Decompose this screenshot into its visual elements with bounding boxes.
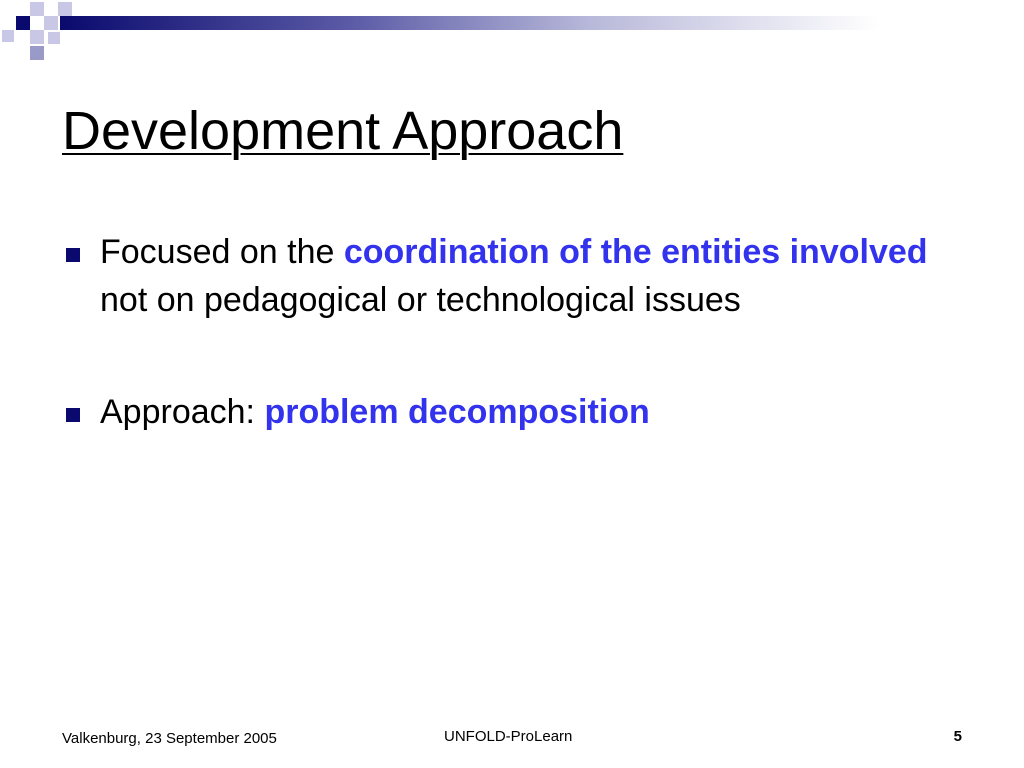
bullet-text: Approach:: [100, 393, 265, 431]
header-square: [48, 32, 60, 44]
bullet-item: [62, 228, 932, 324]
slide-title: Development Approach: [62, 101, 624, 161]
header-gradient-bar: [60, 16, 1024, 30]
square-bullet-icon: [66, 408, 80, 422]
header-square: [30, 2, 44, 16]
header-square: [58, 2, 72, 16]
header-square: [44, 16, 58, 30]
bullet-list: [62, 228, 932, 436]
header-square: [2, 30, 14, 42]
page-number: 5: [953, 728, 962, 745]
footer-title: UNFOLD-ProLearn: [444, 728, 573, 745]
footer-date: Valkenburg, 23 September 2005: [62, 730, 277, 747]
bullet-text: Focused on the: [100, 233, 344, 271]
header-square: [30, 30, 44, 44]
bullet-item: [62, 388, 932, 436]
bullet-highlight: problem decomposition: [264, 393, 650, 431]
header-square: [30, 46, 44, 60]
header-square: [16, 16, 30, 30]
bullet-text: not on pedagogical or technological issues: [100, 281, 741, 319]
bullet-highlight: coordination of the entities involved: [343, 233, 928, 271]
square-bullet-icon: [66, 248, 80, 262]
